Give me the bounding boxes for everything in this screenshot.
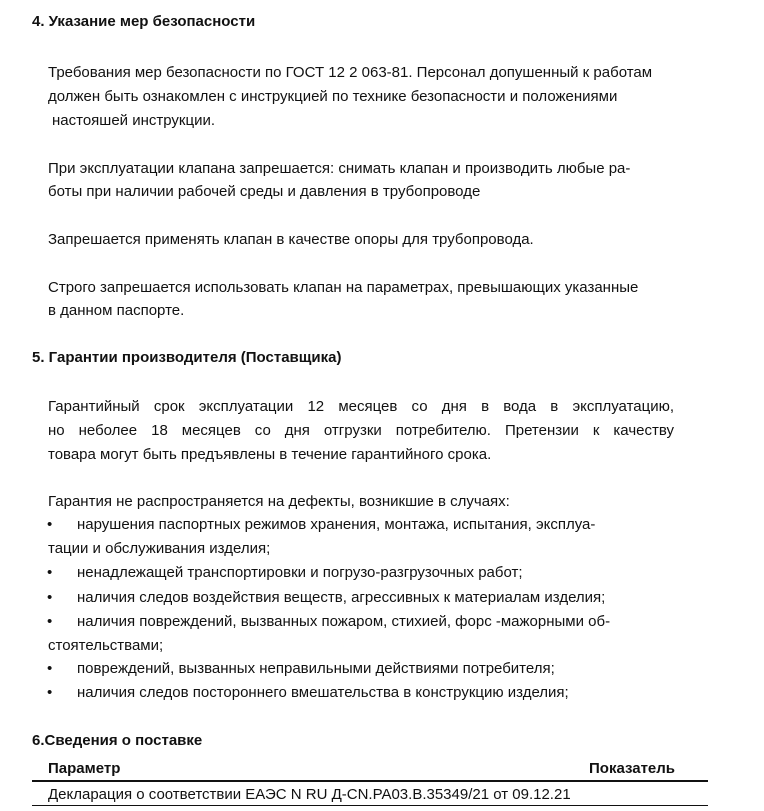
s4-p3: Запрешается применять клапан в качестве опоры для трубопровода.: [48, 231, 534, 248]
s5-bullet-4-line1: наличия повреждений, вызванных пожаром, стихией, форс -мажорными об-: [77, 613, 611, 630]
s5-p1-line1: Гарантийный срок эксплуатации 12 месяцев со дня в вода в эксплуатацию,: [48, 398, 674, 415]
bullet-icon: •: [47, 516, 53, 533]
s5-bullet-1-line2: тации и обслуживания изделия;: [48, 540, 271, 557]
s5-bullet-4-line2: стоятельствами;: [48, 637, 164, 654]
section-6-heading: 6.Сведения о поставке: [32, 732, 203, 749]
s4-p1-line1: Требования мер безопасности по ГОСТ 12 2 063-81. Персонал допушенный к работам: [48, 64, 653, 81]
bullet-icon: •: [47, 660, 53, 677]
s5-bullet-1-line1: нарушения паспортных режимов хранения, монтажа, испытания, эксплуа-: [77, 516, 596, 533]
s5-bullet-5: повреждений, вызванных неправильными действиями потребителя;: [77, 660, 555, 677]
table-row-declaration: Декларация о соответствии ЕАЭС N RU Д-CN.PA03.B.35349/21 от 09.12.21: [48, 786, 571, 803]
s5-intro: Гарантия не распространяется на дефекты, возникшие в случаях:: [48, 493, 510, 510]
section-4-heading: 4. Указание мер безопасности: [32, 13, 256, 30]
table-header-divider: [32, 780, 708, 782]
bullet-icon: •: [47, 613, 53, 630]
section-5-heading: 5. Гарантии производителя (Поставщика): [32, 349, 342, 366]
s5-bullet-6: наличия следов постороннего вмешательства в конструкцию изделия;: [77, 684, 569, 701]
bullet-icon: •: [47, 684, 53, 701]
table-row-divider: [32, 805, 708, 806]
s4-p2-line2: боты при наличии рабочей среды и давления в трубопроводе: [48, 183, 481, 200]
s5-bullet-2: ненадлежащей транспортировки и погрузо-разгрузочных работ;: [77, 564, 523, 581]
s4-p2-line1: При эксплуатации клапана запрешается: снимать клапан и производить любые ра-: [48, 160, 631, 177]
s4-p4-line1: Строго запрешается использовать клапан на параметрах, превышающих указанные: [48, 279, 639, 296]
s5-p1-line2: но неболее 18 месяцев со дня отгрузки потребителю. Претензии к качеству: [48, 422, 674, 439]
s4-p4-line2: в данном паспорте.: [48, 302, 185, 319]
s4-p1-line3: настояшей инструкции.: [52, 112, 216, 129]
bullet-icon: •: [47, 564, 53, 581]
s5-bullet-3: наличия следов воздействия веществ, агрессивных к материалам изделия;: [77, 589, 606, 606]
table-header-value: Показатель: [589, 760, 676, 777]
table-header-parameter: Параметр: [48, 760, 121, 777]
s4-p1-line2: должен быть ознакомлен с инструкцией по технике безопасности и положениями: [48, 88, 618, 105]
bullet-icon: •: [47, 589, 53, 606]
s5-p1-line3: товара могут быть предъявлены в течение гарантийного срока.: [48, 446, 492, 463]
